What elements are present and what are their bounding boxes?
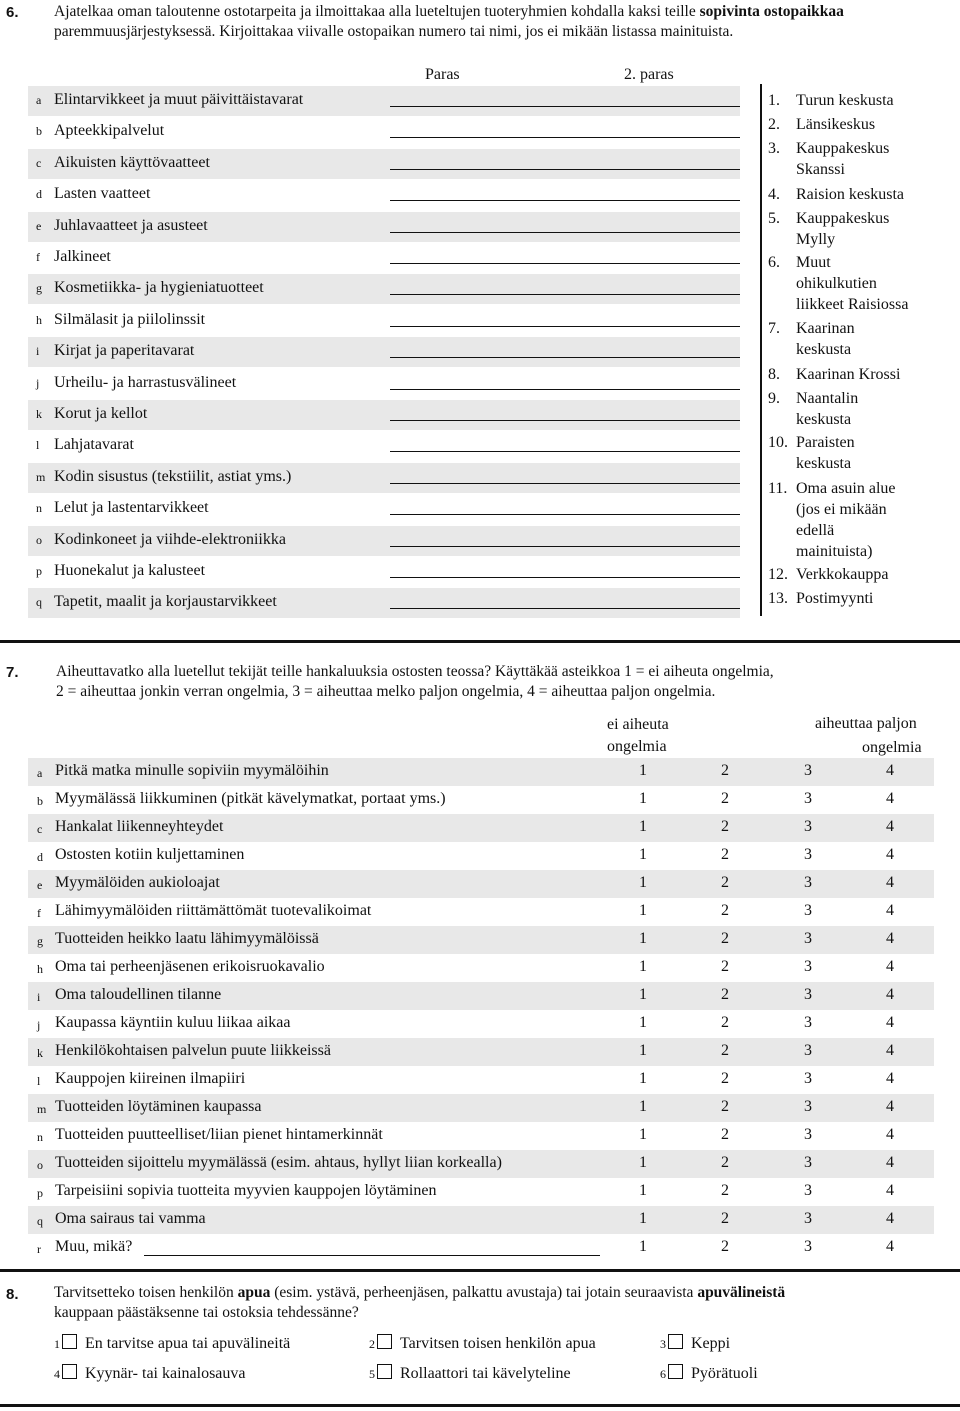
second-answer-line[interactable] bbox=[558, 169, 740, 170]
scale-option-2[interactable]: 2 bbox=[721, 1182, 729, 1199]
row-letter: m bbox=[37, 1102, 47, 1116]
row-letter: n bbox=[36, 501, 42, 516]
option-number: 3 bbox=[660, 1337, 666, 1351]
scale-option-1[interactable]: 1 bbox=[639, 930, 647, 947]
row-label: Hankalat liikenneyhteydet bbox=[55, 818, 224, 835]
second-answer-line[interactable] bbox=[558, 200, 740, 201]
scale-option-1[interactable]: 1 bbox=[639, 846, 647, 863]
row-letter: g bbox=[37, 934, 43, 948]
scale-option-3[interactable]: 3 bbox=[804, 1238, 812, 1255]
scale-option-2[interactable]: 2 bbox=[721, 1126, 729, 1143]
q7-row bbox=[28, 1178, 934, 1206]
row-letter: e bbox=[37, 878, 43, 892]
row-letter: b bbox=[37, 794, 43, 808]
row-letter: q bbox=[37, 1214, 43, 1228]
second-answer-line[interactable] bbox=[558, 514, 740, 515]
q7-row bbox=[28, 1010, 934, 1038]
row-letter: h bbox=[36, 312, 42, 327]
scale-option-4[interactable]: 4 bbox=[886, 790, 894, 807]
scale-option-4[interactable]: 4 bbox=[886, 1154, 894, 1171]
best-answer-line[interactable] bbox=[390, 326, 562, 327]
q7-row bbox=[28, 1066, 934, 1094]
option-label: Keppi bbox=[691, 1335, 731, 1352]
scale-option-3[interactable]: 3 bbox=[804, 930, 812, 947]
scale-option-2[interactable]: 2 bbox=[721, 1014, 729, 1031]
checkbox[interactable] bbox=[377, 1334, 392, 1349]
scale-option-4[interactable]: 4 bbox=[886, 846, 894, 863]
scale-option-1[interactable]: 1 bbox=[639, 1014, 647, 1031]
option-number: 2 bbox=[369, 1337, 375, 1351]
place-name: Kauppakeskus Skanssi bbox=[796, 140, 890, 178]
q7-row bbox=[28, 1122, 934, 1150]
row-letter: n bbox=[37, 1130, 43, 1144]
q6-row bbox=[28, 400, 740, 430]
row-letter: g bbox=[36, 281, 42, 296]
option-number: 6 bbox=[660, 1367, 666, 1381]
row-letter: a bbox=[37, 766, 43, 780]
q7-row bbox=[28, 870, 934, 898]
question-number: 8. bbox=[6, 1286, 19, 1303]
place-name: Postimyynti bbox=[796, 590, 874, 607]
row-label: Tuotteiden löytäminen kaupassa bbox=[55, 1098, 262, 1115]
scale-option-4[interactable]: 4 bbox=[886, 1210, 894, 1227]
row-letter: o bbox=[37, 1158, 43, 1172]
q8-option[interactable] bbox=[54, 1364, 246, 1383]
second-answer-line[interactable] bbox=[558, 420, 740, 421]
row-label: Kosmetiikka- ja hygieniatuotteet bbox=[54, 279, 264, 297]
scale-option-2[interactable]: 2 bbox=[721, 846, 729, 863]
q8-option[interactable] bbox=[369, 1334, 596, 1353]
place-number: 3. bbox=[768, 140, 780, 157]
best-answer-line[interactable] bbox=[390, 483, 562, 484]
scale-option-3[interactable]: 3 bbox=[804, 762, 812, 779]
scale-option-2[interactable]: 2 bbox=[721, 1210, 729, 1227]
row-label: Oma tai perheenjäsenen erikoisruokavalio bbox=[55, 958, 325, 975]
second-answer-line[interactable] bbox=[558, 106, 740, 107]
row-label: Tuotteiden heikko laatu lähimyymälöissä bbox=[55, 930, 319, 947]
scale-option-1[interactable]: 1 bbox=[639, 1126, 647, 1143]
q6-row bbox=[28, 149, 740, 179]
row-letter: a bbox=[36, 93, 42, 107]
scale-option-3[interactable]: 3 bbox=[804, 1182, 812, 1199]
scale-option-2[interactable]: 2 bbox=[721, 930, 729, 947]
scale-option-3[interactable]: 3 bbox=[804, 790, 812, 807]
row-letter: d bbox=[36, 187, 42, 202]
scale-option-2[interactable]: 2 bbox=[721, 1070, 729, 1087]
option-label: En tarvitse apua tai apuvälineitä bbox=[85, 1335, 291, 1352]
row-letter: p bbox=[37, 1186, 43, 1200]
q6-row bbox=[28, 117, 740, 147]
best-answer-line[interactable] bbox=[390, 169, 562, 170]
question-text: Tarvitsetteko toisen henkilön apua (esim. ystävä, perheenjäsen, palkattu avustaja) tai jotain seuraavista apuvälineistä kauppaan päästäksenne tai ostoksia tehdessänne? bbox=[54, 1284, 786, 1321]
row-letter: e bbox=[36, 218, 42, 233]
divider bbox=[760, 84, 762, 616]
option-number: 1 bbox=[54, 1337, 60, 1351]
scale-left-header: ei aiheuta ongelmia bbox=[607, 716, 669, 755]
second-answer-line[interactable] bbox=[558, 451, 740, 452]
row-letter: c bbox=[36, 155, 42, 170]
best-answer-line[interactable] bbox=[390, 420, 562, 421]
q6-row bbox=[28, 180, 740, 210]
row-label: Tuotteiden puutteelliset/liian pienet hintamerkinnät bbox=[55, 1126, 383, 1143]
scale-option-3[interactable]: 3 bbox=[804, 1014, 812, 1031]
second-answer-line[interactable] bbox=[558, 357, 740, 358]
row-letter: l bbox=[37, 1074, 41, 1088]
scale-option-2[interactable]: 2 bbox=[721, 1098, 729, 1115]
section-divider bbox=[0, 640, 960, 643]
second-answer-line[interactable] bbox=[558, 608, 740, 609]
row-label: Ostosten kotiin kuljettaminen bbox=[55, 846, 245, 863]
row-letter: p bbox=[36, 564, 42, 578]
row-letter: k bbox=[36, 407, 42, 421]
best-answer-line[interactable] bbox=[390, 263, 562, 264]
row-label: Silmälasit ja piilolinssit bbox=[54, 310, 206, 328]
checkbox[interactable] bbox=[668, 1334, 683, 1349]
row-letter: h bbox=[37, 962, 43, 976]
row-letter: o bbox=[36, 532, 42, 547]
row-letter: k bbox=[37, 1046, 43, 1060]
scale-option-2[interactable]: 2 bbox=[721, 1042, 729, 1059]
scale-option-3[interactable]: 3 bbox=[804, 902, 812, 919]
best-answer-line[interactable] bbox=[390, 232, 562, 233]
second-answer-line[interactable] bbox=[558, 546, 740, 547]
scale-option-2[interactable]: 2 bbox=[721, 790, 729, 807]
scale-option-1[interactable]: 1 bbox=[639, 1238, 647, 1255]
q8-option[interactable] bbox=[660, 1334, 730, 1353]
scale-option-3[interactable]: 3 bbox=[804, 1210, 812, 1227]
row-label: Huonekalut ja kalusteet bbox=[54, 562, 206, 579]
row-label: Lahjatavarat bbox=[54, 436, 134, 454]
row-label: Korut ja kellot bbox=[54, 405, 148, 422]
place-name: Kaarinan keskusta bbox=[796, 320, 855, 358]
scale-option-3[interactable]: 3 bbox=[804, 1098, 812, 1115]
row-label: Kaupassa käyntiin kuluu liikaa aikaa bbox=[55, 1014, 291, 1031]
q6-row bbox=[28, 494, 740, 524]
row-label: Juhlavaatteet ja asusteet bbox=[54, 216, 208, 234]
scale-option-1[interactable]: 1 bbox=[639, 958, 647, 975]
q6-row bbox=[28, 86, 740, 116]
q6-row bbox=[28, 431, 740, 461]
question-number: 6. bbox=[6, 4, 19, 21]
best-answer-line[interactable] bbox=[390, 389, 562, 390]
scale-option-4[interactable]: 4 bbox=[886, 930, 894, 947]
scale-option-1[interactable]: 1 bbox=[639, 818, 647, 835]
q6-row bbox=[28, 526, 740, 556]
scale-option-2[interactable]: 2 bbox=[721, 1154, 729, 1171]
row-label: Tuotteiden sijoittelu myymälässä (esim. ahtaus, hyllyt liian korkealla) bbox=[55, 1154, 502, 1171]
row-label: Apteekkipalvelut bbox=[54, 122, 165, 140]
scale-option-4[interactable]: 4 bbox=[886, 958, 894, 975]
place-name: Kaarinan Krossi bbox=[796, 366, 901, 383]
second-answer-line[interactable] bbox=[558, 263, 740, 264]
scale-option-2[interactable]: 2 bbox=[721, 902, 729, 919]
scale-option-1[interactable]: 1 bbox=[639, 1098, 647, 1115]
q7-row bbox=[28, 1234, 934, 1262]
scale-option-4[interactable]: 4 bbox=[886, 902, 894, 919]
q6-row bbox=[28, 243, 740, 273]
q7-row bbox=[28, 982, 934, 1010]
row-letter: i bbox=[37, 990, 41, 1004]
q8-option[interactable] bbox=[660, 1364, 758, 1383]
scale-option-4[interactable]: 4 bbox=[886, 1070, 894, 1087]
place-number: 1. bbox=[768, 92, 780, 109]
row-letter: i bbox=[36, 344, 40, 359]
q8-option[interactable] bbox=[369, 1364, 571, 1383]
place-number: 10. bbox=[768, 434, 788, 451]
option-number: 5 bbox=[369, 1367, 375, 1381]
place-number: 11. bbox=[768, 480, 788, 497]
row-label: Myymälöiden aukioloajat bbox=[55, 874, 220, 891]
scale-option-1[interactable]: 1 bbox=[639, 1182, 647, 1199]
row-letter: b bbox=[36, 124, 42, 139]
place-name: Oma asuin alue (jos ei mikään edellä mainituista) bbox=[796, 480, 896, 560]
best-answer-line[interactable] bbox=[390, 357, 562, 358]
scale-option-1[interactable]: 1 bbox=[639, 1154, 647, 1171]
row-label: Oma taloudellinen tilanne bbox=[55, 986, 222, 1003]
scale-option-4[interactable]: 4 bbox=[886, 818, 894, 835]
option-label: Tarvitsen toisen henkilön apua bbox=[400, 1335, 596, 1352]
q6-row bbox=[28, 557, 740, 587]
place-number: 2. bbox=[768, 116, 780, 133]
best-answer-line[interactable] bbox=[390, 546, 562, 547]
scale-option-2[interactable]: 2 bbox=[721, 958, 729, 975]
option-label: Kyynär- tai kainalosauva bbox=[85, 1365, 246, 1382]
column-header-second: 2. paras bbox=[624, 66, 674, 83]
row-letter: f bbox=[37, 906, 41, 920]
best-answer-line[interactable] bbox=[390, 200, 562, 201]
row-letter: l bbox=[36, 438, 40, 453]
section-divider bbox=[0, 1404, 960, 1407]
row-label: Tarpeisiini sopivia tuotteita myyvien kauppojen löytäminen bbox=[55, 1182, 437, 1199]
row-letter: m bbox=[36, 469, 46, 484]
place-number: 5. bbox=[768, 210, 780, 227]
second-answer-line[interactable] bbox=[558, 389, 740, 390]
place-number: 6. bbox=[768, 254, 780, 271]
scale-option-4[interactable]: 4 bbox=[886, 874, 894, 891]
row-label: Kodinkoneet ja viihde-elektroniikka bbox=[54, 530, 286, 548]
scale-option-4[interactable]: 4 bbox=[886, 1182, 894, 1199]
scale-option-3[interactable]: 3 bbox=[804, 986, 812, 1003]
scale-option-2[interactable]: 2 bbox=[721, 762, 729, 779]
row-label: Lelut ja lastentarvikkeet bbox=[54, 499, 209, 517]
section-divider bbox=[0, 1269, 960, 1272]
row-label: Henkilökohtaisen palvelun puute liikkeissä bbox=[55, 1042, 331, 1059]
row-label: Muu, mikä? bbox=[55, 1238, 133, 1255]
scale-option-4[interactable]: 4 bbox=[886, 762, 894, 779]
best-answer-line[interactable] bbox=[390, 577, 562, 578]
q6-row bbox=[28, 463, 740, 493]
row-label: Lähimyymälöiden riittämättömät tuotevalikoimat bbox=[55, 902, 372, 919]
q7-row bbox=[28, 842, 934, 870]
row-letter: f bbox=[36, 250, 40, 264]
place-number: 4. bbox=[768, 186, 780, 203]
place-number: 9. bbox=[768, 390, 780, 407]
q7-row bbox=[28, 1038, 934, 1066]
scale-option-1[interactable]: 1 bbox=[639, 1042, 647, 1059]
place-number: 8. bbox=[768, 366, 780, 383]
column-header-best: Paras bbox=[425, 66, 460, 83]
place-name: Naantalin keskusta bbox=[796, 390, 859, 428]
option-number: 4 bbox=[54, 1367, 60, 1381]
scale-option-1[interactable]: 1 bbox=[639, 1070, 647, 1087]
scale-option-2[interactable]: 2 bbox=[721, 986, 729, 1003]
q7-row bbox=[28, 814, 934, 842]
question-text: Aiheuttavatko alla luetellut tekijät teille hankaluuksia ostosten teossa? Käyttäkää asteikkoa 1 = ei aiheuta ongelmia, 2 = aiheuttaa jonkin verran ongelmia, 3 = aiheuttaa melko paljon ongelmia, 4 = aiheuttaa paljon ongelmia. bbox=[56, 663, 774, 700]
scale-option-1[interactable]: 1 bbox=[639, 874, 647, 891]
q6-row bbox=[28, 369, 740, 399]
second-answer-line[interactable] bbox=[558, 232, 740, 233]
q7-row bbox=[28, 758, 934, 786]
scale-option-3[interactable]: 3 bbox=[804, 1154, 812, 1171]
row-label: Pitkä matka minulle sopiviin myymälöihin bbox=[55, 762, 329, 779]
q6-row bbox=[28, 306, 740, 336]
scale-option-4[interactable]: 4 bbox=[886, 1238, 894, 1255]
row-label: Elintarvikkeet ja muut päivittäistavarat bbox=[54, 91, 304, 108]
place-name: Turun keskusta bbox=[796, 92, 894, 109]
second-answer-line[interactable] bbox=[558, 294, 740, 295]
row-letter: q bbox=[36, 595, 42, 610]
q7-row bbox=[28, 926, 934, 954]
checkbox[interactable] bbox=[62, 1334, 77, 1349]
q7-row bbox=[28, 1206, 934, 1234]
q6-row bbox=[28, 212, 740, 242]
q8-option[interactable] bbox=[54, 1334, 290, 1353]
best-answer-line[interactable] bbox=[390, 451, 562, 452]
q6-row bbox=[28, 337, 740, 367]
row-label: Myymälässä liikkuminen (pitkät kävelymatkat, portaat yms.) bbox=[55, 790, 446, 807]
scale-option-3[interactable]: 3 bbox=[804, 1126, 812, 1143]
scale-option-4[interactable]: 4 bbox=[886, 1126, 894, 1143]
row-label: Tapetit, maalit ja korjaustarvikkeet bbox=[54, 593, 277, 611]
row-label: Kauppojen kiireinen ilmapiiri bbox=[55, 1070, 246, 1087]
place-name: Paraisten keskusta bbox=[796, 434, 855, 472]
scale-option-3[interactable]: 3 bbox=[804, 874, 812, 891]
row-label: Lasten vaatteet bbox=[54, 185, 151, 203]
place-name: Muut ohikulkutien liikkeet Raisiossa bbox=[796, 254, 909, 313]
q7-row bbox=[28, 786, 934, 814]
second-answer-line[interactable] bbox=[558, 577, 740, 578]
place-number: 13. bbox=[768, 590, 788, 607]
q7-row bbox=[28, 1150, 934, 1178]
scale-option-1[interactable]: 1 bbox=[639, 762, 647, 779]
q7-row bbox=[28, 954, 934, 982]
scale-option-3[interactable]: 3 bbox=[804, 1042, 812, 1059]
best-answer-line[interactable] bbox=[390, 514, 562, 515]
question-text: Ajatelkaa oman taloutenne ostotarpeita ja ilmoittakaa alla lueteltujen tuoteryhmien kohdalla kaksi teille sopivinta ostopaikkaa paremmuusjärjestyksessä. Kirjoittakaa viivalle ostopaikan numero tai nimi, jos ei mikään listassa mainituista. bbox=[54, 3, 844, 40]
row-letter: c bbox=[37, 822, 43, 836]
checkbox[interactable] bbox=[62, 1364, 77, 1379]
row-label: Aikuisten käyttövaatteet bbox=[54, 153, 210, 171]
scale-option-4[interactable]: 4 bbox=[886, 986, 894, 1003]
scale-option-4[interactable]: 4 bbox=[886, 1014, 894, 1031]
place-number: 12. bbox=[768, 566, 788, 583]
q7-row bbox=[28, 1094, 934, 1122]
scale-option-3[interactable]: 3 bbox=[804, 846, 812, 863]
q6-row bbox=[28, 588, 740, 618]
scale-option-3[interactable]: 3 bbox=[804, 818, 812, 835]
option-label: Pyörätuoli bbox=[691, 1365, 758, 1382]
row-label: Urheilu- ja harrastusvälineet bbox=[54, 373, 237, 391]
scale-option-4[interactable]: 4 bbox=[886, 1042, 894, 1059]
place-name: Kauppakeskus Mylly bbox=[796, 210, 890, 248]
option-label: Rollaattori tai kävelyteline bbox=[400, 1365, 571, 1382]
best-answer-line[interactable] bbox=[390, 137, 562, 138]
row-label: Kirjat ja paperitavarat bbox=[54, 342, 195, 360]
second-answer-line[interactable] bbox=[558, 483, 740, 484]
best-answer-line[interactable] bbox=[390, 106, 562, 107]
scale-option-2[interactable]: 2 bbox=[721, 874, 729, 891]
row-letter: r bbox=[37, 1242, 41, 1256]
scale-option-1[interactable]: 1 bbox=[639, 790, 647, 807]
second-answer-line[interactable] bbox=[558, 137, 740, 138]
scale-right-header: aiheuttaa paljon ongelmia bbox=[815, 715, 922, 756]
scale-option-2[interactable]: 2 bbox=[721, 1238, 729, 1255]
row-letter: j bbox=[36, 375, 40, 390]
row-label: Oma sairaus tai vamma bbox=[55, 1210, 206, 1227]
row-letter: d bbox=[37, 850, 43, 864]
scale-option-2[interactable]: 2 bbox=[721, 818, 729, 835]
place-name: Länsikeskus bbox=[796, 116, 876, 133]
best-answer-line[interactable] bbox=[390, 294, 562, 295]
second-answer-line[interactable] bbox=[558, 326, 740, 327]
row-label: Kodin sisustus (tekstiilit, astiat yms.) bbox=[54, 467, 292, 485]
scale-option-3[interactable]: 3 bbox=[804, 1070, 812, 1087]
row-label: Jalkineet bbox=[54, 248, 111, 265]
q6-row bbox=[28, 274, 740, 304]
place-name: Verkkokauppa bbox=[796, 566, 889, 583]
q7-row bbox=[28, 898, 934, 926]
scale-option-1[interactable]: 1 bbox=[639, 986, 647, 1003]
place-name: Raision keskusta bbox=[796, 186, 904, 203]
scale-option-4[interactable]: 4 bbox=[886, 1098, 894, 1115]
scale-option-1[interactable]: 1 bbox=[639, 1210, 647, 1227]
row-letter: j bbox=[37, 1018, 41, 1032]
scale-option-3[interactable]: 3 bbox=[804, 958, 812, 975]
checkbox[interactable] bbox=[668, 1364, 683, 1379]
place-number: 7. bbox=[768, 320, 780, 337]
best-answer-line[interactable] bbox=[390, 608, 562, 609]
other-answer-line[interactable] bbox=[144, 1255, 600, 1256]
question-number: 7. bbox=[6, 664, 19, 681]
scale-option-1[interactable]: 1 bbox=[639, 902, 647, 919]
checkbox[interactable] bbox=[377, 1364, 392, 1379]
